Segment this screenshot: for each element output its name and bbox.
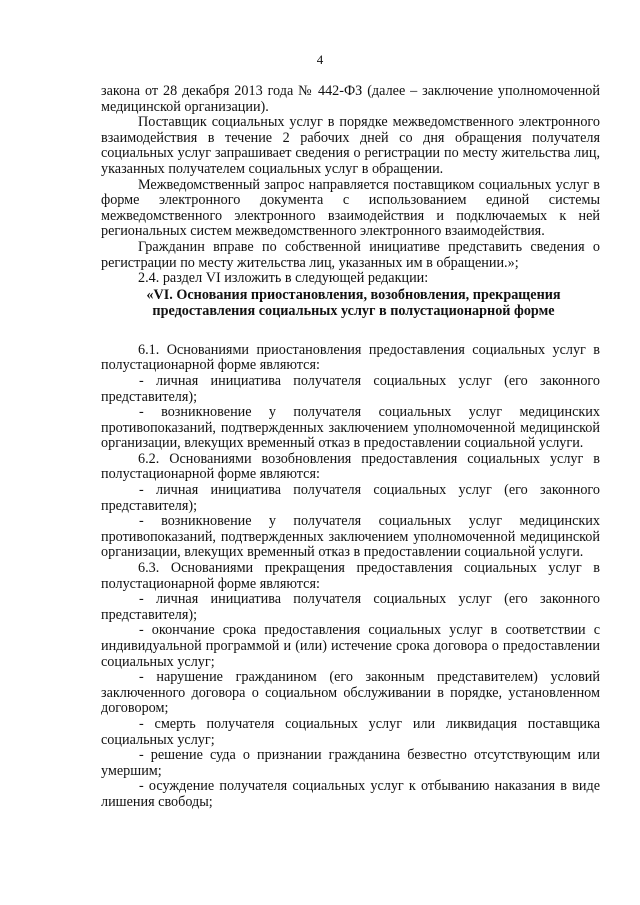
list-item: - смерть получателя социальных услуг или ликвидация поставщика социальных услуг; (101, 715, 600, 748)
list-item: - возникновение у получателя социальных услуг медицинских противопоказаний, подтвержденных заключением уполномоченной медицинской организации, влекущих временный отказ в предоставлении социальной услуги. (101, 513, 600, 561)
section-heading (101, 287, 600, 319)
list-item: - осуждение получателя социальных услуг к отбыванию наказания в виде лишения свободы; (101, 778, 600, 810)
list-item: - решение суда о признании гражданина безвестно отсутствующим или умершим; (101, 747, 600, 779)
clause-6-1-intro: 6.1. Основаниями приостановления предоставления социальных услуг в полустационарной форме являются: (101, 341, 600, 374)
clause-6-2-intro: 6.2. Основаниями возобновления предоставления социальных услуг в полустационарной форме являются: (101, 450, 600, 483)
list-item: - окончание срока предоставления социальных услуг в соответствии с индивидуальной программой и (или) истечение срока договора о предоставлении социальных услуг; (101, 622, 600, 670)
list-item: - нарушение гражданином (его законным представителем) условий заключенного договора о социальном обслуживании в порядке, установленном договором; (101, 669, 600, 717)
clause-6-3-intro: 6.3. Основаниями прекращения предоставления социальных услуг в полустационарной форме являются: (101, 560, 600, 592)
list-item: - личная инициатива получателя социальных услуг (его законного представителя); (101, 591, 600, 623)
paragraph: Гражданин вправе по собственной инициативе представить сведения о регистрации по месту жительства лиц, указанных им в обращении.»; (101, 238, 600, 271)
list-item: - возникновение у получателя социальных услуг медицинских противопоказаний, подтвержденных заключением уполномоченной медицинской организации, влекущих временный отказ в предоставлении социальной услуги. (101, 404, 600, 452)
paragraph: 2.4. раздел VI изложить в следующей редакции: (138, 270, 429, 287)
paragraph: Поставщик социальных услуг в порядке межведомственного электронного взаимодействия в течение 2 рабочих дней со дня обращения получателя социальных услуг запрашивает сведения о регистрации по месту жительства лиц, указанных получателем социальных услуг в обращении. (101, 114, 600, 177)
paragraph: Межведомственный запрос направляется поставщиком социальных услуг в форме электронного документа с использованием единой системы межведомственного электронного взаимодействия и подключаемых к ней региональных систем межведомственного электронного взаимодействия. (101, 176, 600, 240)
section-heading-line: предоставления социальных услуг в полустационарной форме (152, 302, 555, 319)
page-number: 4 (316, 52, 324, 67)
list-item: - личная инициатива получателя социальных услуг (его законного представителя); (101, 372, 600, 405)
paragraph: закона от 28 декабря 2013 года № 442-ФЗ (далее – заключение уполномоченной медицинской организации). (101, 83, 600, 115)
section-heading-line: «VI. Основания приостановления, возобновления, прекращения (146, 286, 561, 303)
document-body (101, 84, 600, 811)
list-item: - личная инициатива получателя социальных услуг (его законного представителя); (101, 482, 600, 514)
